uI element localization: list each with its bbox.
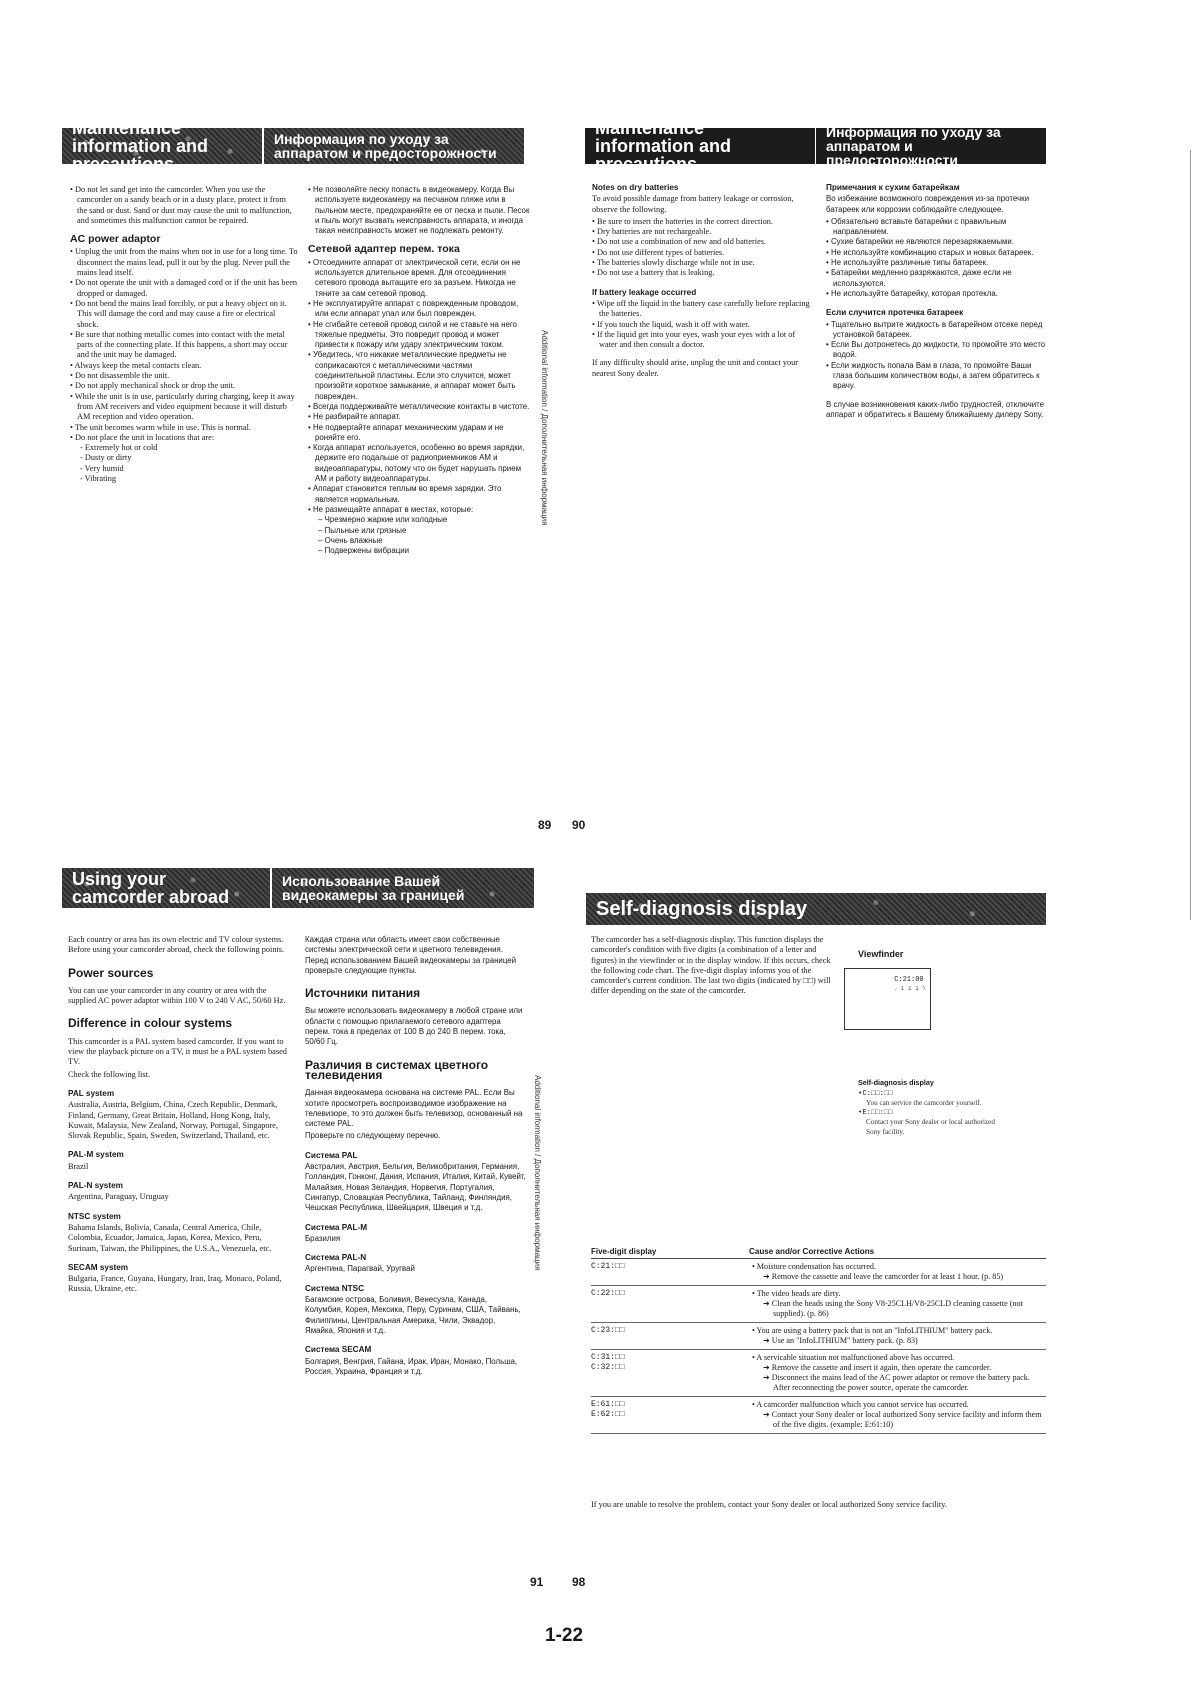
sand-warning: • Do not let sand get into the camcorder. When you use the camcorder on a sandy beach or in a dusty place, protect it from the sand or dust. Sand or dust may cause the unit to malfunction, and sometimes this malfunction cannot be repaired. [70,185,292,225]
page91-title-banner-en: Using your camcorder abroad [62,868,270,908]
system-countries: Бразилия [305,1233,341,1243]
page91-title-banner-ru: Использование Вашей видеокамеры за границей [272,868,534,908]
power-sources-heading-ru: Источники питания [305,986,421,1001]
contact-dealer-note: If any difficulty should arise, unplug the unit and contact your nearest Sony dealer. [592,358,799,378]
ac-power-adaptor-heading: AC power adaptor [70,233,161,246]
contact-dealer-note-ru: В случае возникновения каких-либо трудностей, отключите аппарат и обратитесь к Вашему ближайшему дилеру Sony. [826,399,1045,419]
list-item: • Тщательно вытрите жидкость в батарейном отсеке перед установкой батареек. [826,319,1043,339]
list-item: • Do not disassemble the unit. [70,371,170,381]
list-item: • Do not operate the unit with a damaged cord or if the unit has been dropped or damaged. [70,278,298,298]
list-item: • Не разбирайте аппарат. [308,412,401,422]
page91-number: 91 [530,1575,544,1589]
list-item: • Отсоедините аппарат от электрической сети, если он не используется длительное время. Для отсоединения сетевого провода вытащите его за разъем. Никогда не тяните за сам сетевой провод. [308,257,521,298]
check-list-note-ru: Проверьте по следующему перечню. [305,1131,441,1141]
system-name: Система NTSC [305,1283,365,1293]
list-item: • Do not use different types of batteries. [592,247,725,257]
page89-side-tab: Additional information / Дополнительная информация [540,330,549,526]
table-row: C:21:□□ • Moisture condensation has occurred. ➔ Remove the cassette and leave the camcorder for at least 1 hour. (p. 85) [591,1259,1046,1286]
list-item: • Не используйте различные типы батареек. [826,258,989,268]
battery-leakage-heading-ru: Если случится протечка батареек [826,308,964,318]
page91-russian-column [305,935,527,1379]
system-countries: Bulgaria, France, Guyana, Hungary, Iran, Iraq, Monaco, Poland, Russia, Ukraine, etc. [68,1274,282,1294]
dry-batteries-intro: To avoid possible damage from battery leakage or corrosion, observe the following. [592,194,794,214]
list-item: • Не подвергайте аппарат механическим ударам и не роняйте его. [308,422,504,442]
system-name: NTSC system [68,1211,121,1221]
list-item: • Всегда поддерживайте металлические контакты в чистоте. [308,401,530,411]
viewfinder-code: C:21:00 ⸝ ı ı ı \ [894,976,926,992]
power-sources-text: You can use your camcorder in any country or area with the supplied AC power adaptor within 100 V to 240 V AC, 50/60 Hz. [68,985,286,1006]
viewfinder-frame [844,968,931,1030]
page89-title-banner-en: Maintenance information and precautions [62,128,262,164]
table-header: Five-digit display Cause and/or Corrective Actions [591,1247,1046,1259]
list-item: • Always keep the metal contacts clean. [70,360,202,370]
list-item: • Do not apply mechanical shock or drop the unit. [70,381,236,391]
dry-batteries-intro-ru: Во избежание возможного повреждения из-за протечки батареек или коррозии соблюдайте следующее. [826,194,1029,214]
list-subitem: - Vibrating [80,474,116,484]
power-sources-text-ru: Вы можете использовать видеокамеру в любой стране или области с помощью прилагаемого сетевого адаптера перем. тока в пределах от 100 В до 240 В перем. тока, 50/60 Гц. [305,1006,523,1047]
page-edge-mark [1190,150,1191,920]
power-sources-heading: Power sources [68,965,154,980]
system-name: PAL system [68,1088,115,1098]
table-row: C:31:□□ C:32:□□ • A servicable situation not malfunctioned above has occurred. ➔ Remove the cassette and insert it again, then operate the camcorder. ➔ Disconnect the mains lead of the AC power adaptor or remove the battery pack. After reconnecting the power source, operate the camcorder. [591,1350,1046,1397]
system-name: PAL-M system [68,1150,124,1160]
page91-side-tab: Additional information / Дополнительная информация [533,1075,542,1271]
list-subitem: – Очень влажные [318,535,383,545]
list-subitem: - Extremely hot or cold [80,443,158,453]
list-item: • Не сгибайте сетевой провод силой и не ставьте на него тяжелые предметы. Это повредит провод и может привести к пожару или удару электрическим током. [308,319,517,350]
list-item: • Do not place the unit in locations that are: [70,432,215,442]
list-item: • Если Вы дотронетесь до жидкости, то промойте это место водой. [826,340,1046,360]
list-subitem: – Подвержены вибрации [318,546,410,556]
list-item: • If the liquid get into your eyes, wash your eyes with a lot of water and then consult a doctor. [592,329,796,350]
system-name: PAL-N system [68,1181,123,1191]
list-item: • Unplug the unit from the mains when not in use for a long time. To disconnect the mains lead, pull it out by the plug. Never pull the mains lead itself. [70,247,298,278]
page98-title-banner: Self-diagnosis display [586,893,1046,925]
list-item: • Не эксплуатируйте аппарат с поврежденным проводом, или если аппарат упал или был поврежден. [308,298,519,319]
page90-title-banner-ru: Информация по уходу за аппаратом и предосторожности [816,128,1046,164]
page90-number: 90 [572,818,586,832]
table-row: C:23:□□ • You are using a battery pack that is not an "InfoLITHIUM" battery pack. ➔ Use an "InfoLITHIUM" battery pack. (p. 83) [591,1323,1046,1350]
page98-footer-note: If you are unable to resolve the problem, contact your Sony dealer or local authorized Sony service facility. [591,1500,947,1509]
page89-english-column [70,185,298,484]
list-item: • Сухие батарейки не являются перезаряжаемыми. [826,237,1015,247]
list-item: • Батарейки медленно разряжаются, даже если не используются. [826,268,1012,288]
list-item: • Be sure that nothing metallic comes into contact with the metal parts of the connecting plate. If this happens, a short may occur and the unit may be damaged. [70,329,288,360]
list-item: • Do not bend the mains lead forcibly, or put a heavy object on it. This will damage the cord and may cause a fire or electrical shock. [70,298,287,329]
list-item: • Do not use a battery that is leaking. [592,268,715,278]
colour-systems-text: This camcorder is a PAL system based camcorder. If you want to view the playback picture on a TV, it must be a PAL system based TV. [68,1036,287,1067]
page90-english-column [592,183,812,381]
check-list-note: Check the following list. [68,1069,151,1079]
system-name: Система PAL-N [305,1253,367,1263]
list-item: • Аппарат становится теплым во время зарядки. Это является нормальным. [308,484,502,504]
page89-number: 89 [538,818,552,832]
list-item: • Обязательно вставьте батарейки с правильным направлением. [826,216,1007,237]
system-countries: Bahama Islands, Bolivia, Canada, Central America, Chile, Colombia, Ecuador, Jamaica, Japan, Korea, Mexico, Peru, Surinam, Taiwan, the Philippines, the U.S.A., Venezuela, etc. [68,1222,272,1253]
viewfinder-title: Viewfinder [858,949,904,959]
list-item: • Убедитесь, что никакие металлические предметы не соприкасаются с металлическими частями соединительной пластины. Если это случится, может произойти короткое замыкание, и аппарат может быть поврежден. [308,350,516,401]
list-item: • Не используйте комбинацию старых и новых батареек. [826,247,1034,257]
list-item: • The batteries slowly discharge while not in use. [592,258,755,268]
system-countries: Багамские острова, Боливия, Венесуэла, Канада, Колумбия, Корея, Мексика, Перу, Суринам, США, Тайвань, Филиппины, Центральная Америка, Чили, Эквадор, Ямайка, Япония и т.д. [305,1295,521,1335]
system-name: Система PAL-M [305,1222,368,1232]
list-item: • Не используйте батарейку, которая протекла. [826,288,998,298]
list-subitem: - Very humid [80,463,124,473]
dry-batteries-heading-ru: Примечания к сухим батарейкам [826,183,960,192]
system-countries: Болгария, Венгрия, Гайана, Ирак, Иран, Монако, Польша, Россия, Украина, Франция и т.д. [305,1356,518,1376]
colour-systems-heading: Difference in colour systems [68,1016,233,1031]
system-countries: Brazil [68,1161,89,1171]
list-item: • Не размещайте аппарат в местах, которые: [308,504,474,514]
diagnosis-code-table [591,1247,1046,1434]
page90-russian-column [826,183,1048,422]
list-subitem: - Dusty or dirty [80,453,132,463]
page-edge-mark [1190,880,1191,920]
sheet-number: 1-22 [545,1625,584,1646]
abroad-intro-ru: Каждая страна или область имеет свои собственные системы электрической сети и цветного телевидения. Перед использованием Вашей видеокамеры за границей проверьте следующие пункты. [305,935,517,975]
list-item: • Wipe off the liquid in the battery case carefully before replacing the batteries. [592,298,810,319]
system-countries: Australia, Austria, Belgium, China, Czech Republic, Denmark, Finland, Germany, Great Britain, Holland, Hong Kong, Italy, Kuwait, Malaysia, New Zealand, Norway, Portugal, Singapore, Slovak Republic, Spain, Sweden, Switzerland, Thailand, etc. [68,1100,279,1141]
page89-russian-column [308,185,530,556]
sand-warning-ru: • Не позволяйте песку попасть в видеокамеру. Когда Вы используете видеокамеру на песчаном пляже или в пыльном месте, предохраняйте ее от песка и пыли. Песок и пыль могут вызвать неисправность аппарата, и иногда такая неисправность может не подлежать ремонту. [308,185,530,236]
list-item: • Когда аппарат используется, особенно во время зарядки, держите его подальше от радиоприемников AM и видеоаппаратуры, потому что он будет нарушать прием AM и работу видеоаппаратуры. [308,443,525,484]
page98-intro: The camcorder has a self-diagnosis display. This function displays the camcorder's condition with five digits (a combination of a letter and figures) in the viewfinder or in the display window. If this occurs, check the following code chart. The five-digit display informs you of the camcorder's current condition. The last two digits (indicated by □□) will differ depending on the state of the camcorder. [591,935,831,996]
abroad-intro: Each country or area has its own electric and TV colour systems. Before using your camcorder abroad, check the following points. [68,935,285,955]
list-item: • Do not use a combination of new and old batteries. [592,237,767,247]
list-item: • Dry batteries are not rechargeable. [592,227,712,237]
list-subitem: – Чрезмерно жаркие или холодные [318,515,448,525]
dry-batteries-heading: Notes on dry batteries [592,183,679,192]
system-name: Система PAL [305,1150,358,1160]
list-item: • Если жидкость попала Вам в глаза, то промойте Ваши глаза большим количеством воды, а затем обратитесь к врачу. [826,360,1040,391]
colour-systems-text-ru: Данная видеокамера основана на системе PAL. Если Вы хотите просмотреть воспроизводимое изображение на телевизоре, то это должен быть телевизор, основанный на системе PAL. [305,1088,523,1129]
table-row: E:61:□□ E:62:□□ • A camcorder malfunction which you cannot service has occurred. ➔ Contact your Sony dealer or local authorized Sony service facility and inform them of the five digits. (example: E:61:10) [591,1397,1046,1434]
system-name: Система SECAM [305,1345,372,1355]
page98-number: 98 [572,1575,586,1589]
system-countries: Аргентина, Парагвай, Уругвай [305,1264,415,1274]
list-item: • The unit becomes warm while in use. This is normal. [70,422,251,432]
list-item: • While the unit is in use, particularly during charging, keep it away from AM receivers and video equipment because it will disturb AM reception and video operation. [70,391,295,422]
ac-power-adaptor-heading-ru: Сетевой адаптер перем. тока [308,243,460,256]
system-countries: Австралия, Австрия, Бельгия, Великобритания, Германия, Голландия, Гонконг, Дания, Испания, Италия, Китай, Кувейт, Малайзия, Новая Зеландия, Норвегия, Португалия, Сингапур, Словацкая Республика, Тайланд, Финляндия, Чешская Республика, Швейцария, Швеция и т.д. [305,1162,526,1213]
list-item: • If you touch the liquid, wash it off with water. [592,319,750,329]
system-name: SECAM system [68,1262,129,1272]
list-item: • Be sure to insert the batteries in the correct direction. [592,216,773,226]
page91-english-column [68,935,288,1297]
page89-title-banner-ru: Информация по уходу за аппаратом и предосторожности [264,128,524,164]
page90-title-banner-en: Maintenance information and precautions [585,128,815,164]
table-row: C:22:□□ • The video heads are dirty. ➔ Clean the heads using the Sony V8-25CLH/V8-25CLD cleaning cassette (not supplied). (p. 86) [591,1286,1046,1323]
battery-leakage-heading: If battery leakage occurred [592,287,697,297]
system-countries: Argentina, Paraguay, Uruguay [68,1192,169,1202]
colour-systems-heading-ru: Различия в системах цветного телевидения [305,1057,489,1082]
list-subitem: – Пыльные или грязные [318,525,407,535]
self-diagnosis-legend: Self-diagnosis display •C:□□:□□ You can service the camcorder yourself. •E:□□:□□ Contact your Sony dealer or local authorized Sony facility. [858,1078,995,1136]
